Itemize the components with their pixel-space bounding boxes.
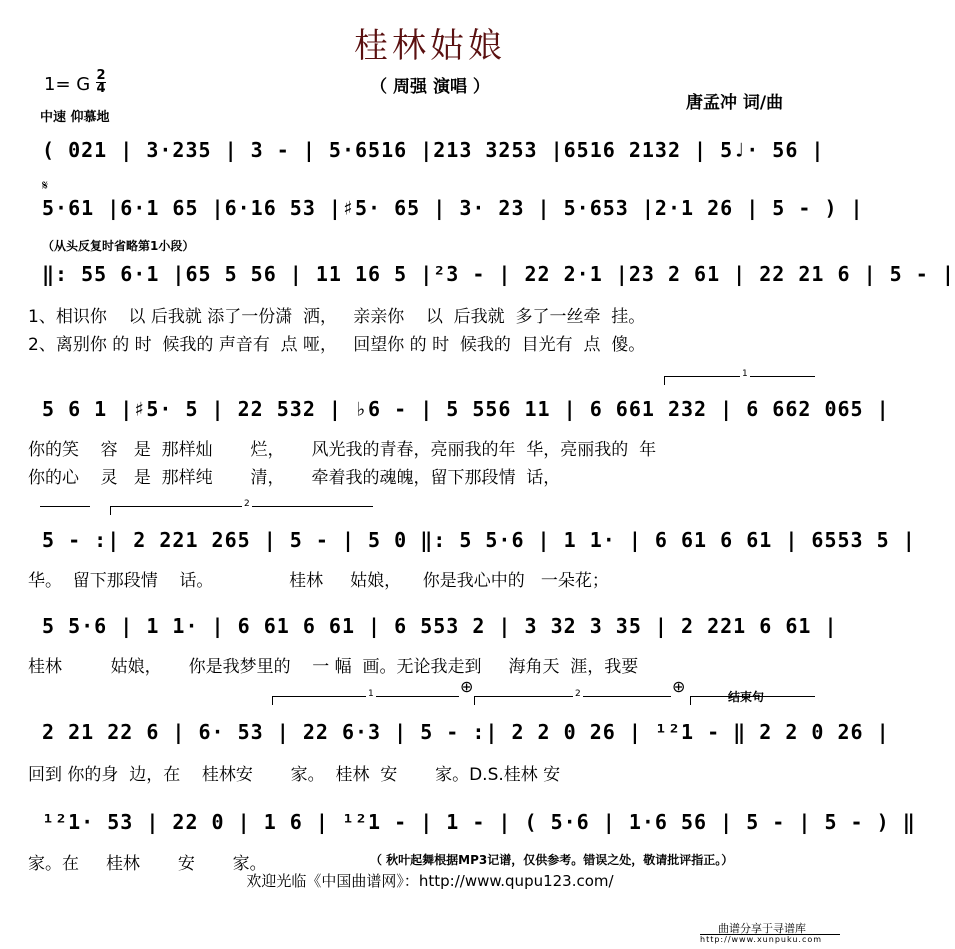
volta-bracket-1	[664, 369, 815, 385]
lyrics-row-6: 桂林 姑娘， 你是我梦里的 一 幅 画。无论我走到 海角天 涯，我要	[28, 657, 639, 677]
key-signature: 1= G	[44, 74, 91, 95]
ending-label: 结束句	[728, 690, 765, 704]
score-row-6: 5 5·6 | 1 1· | 6 61 6 61 | 6 553 2 | 3 32 3 35 | 2 221 6 61 |	[42, 614, 838, 638]
coda-icon: ⊕	[460, 677, 474, 696]
score-row-3: ‖: 55 6·1 |65 5 56 | 11 16 5 |²3 - | 22 2·1 |23 2 61 | 22 21 6 | 5 - |	[42, 262, 955, 286]
volta-number: 2	[575, 689, 581, 699]
repeat-note: （从头反复时省略第1小段）	[42, 239, 195, 253]
score-row-5: 5 - :| 2 221 265 | 5 - | 5 0 ‖: 5 5·6 | 1 1· | 6 61 6 61 | 6553 5 |	[42, 528, 916, 552]
author-credit: 唐孟冲 词/曲	[686, 93, 784, 113]
watermark-url: http://www.xunpuku.com	[700, 935, 823, 944]
lyrics-row-7: 回到 你的身 边，在 桂林安 家。 桂林 安 家。D.S.桂林 安	[28, 765, 561, 785]
time-top: 2	[96, 68, 106, 83]
singer-credit: （ 周强 演唱 ）	[370, 77, 490, 97]
site-footer: 欢迎光临《中国曲谱网》：http://www.qupu123.com/	[246, 872, 614, 890]
lyrics-row-4-verse-2: 你的心 灵 是 那样纯 清， 牵着我的魂魄，留下那段情 话，	[28, 468, 561, 488]
segno-icon: 𝄋	[42, 178, 49, 194]
time-bottom: 4	[96, 81, 106, 96]
lyrics-row-4-verse-1: 你的笑 容 是 那样灿 烂， 风光我的青春，亮丽我的年 华，亮丽我的 年	[28, 440, 657, 460]
volta-bracket-3	[272, 689, 459, 705]
score-row-7: 2 21 22 6 | 6· 53 | 22 6·3 | 5 - :| 2 2 0 26 | ¹²1 - ‖ 2 2 0 26 |	[42, 720, 890, 744]
coda-icon: ⊕	[672, 677, 686, 696]
volta-number: 1	[742, 369, 748, 379]
lyrics-row-3-verse-2: 2、离别你 的 时 候我的 声音有 点 哑， 回望你 的 时 候我的 目光有 点 傻。	[28, 335, 646, 355]
watermark-text: 曲谱分享于寻谱库	[718, 922, 806, 935]
volta-number: 1	[368, 689, 374, 699]
time-signature	[96, 70, 106, 95]
volta-bracket-4	[474, 689, 671, 705]
song-title: 桂林姑娘	[354, 26, 506, 66]
lyrics-row-8: 家。在 桂林 安 家。	[28, 854, 267, 874]
score-row-4: 5 6 1 |♯5· 5 | 22 532 | ♭6 - | 5 556 11 | 6 661 232 | 6 662 065 |	[42, 397, 890, 421]
volta-bracket-2	[110, 499, 373, 515]
score-row-2: 5·61 |6·1 65 |6·16 53 |♯5· 65 | 3· 23 | 5·653 |2·1 26 | 5 - ) |	[42, 196, 864, 220]
transcriber-credit: （ 秋叶起舞根据MP3记谱，仅供参考。错误之处，敬请批评指正。）	[370, 853, 734, 867]
volta-bracket-1-end	[40, 506, 90, 515]
volta-number: 2	[244, 499, 250, 509]
tempo-marking: 中速 仰慕地	[40, 110, 110, 125]
lyrics-row-3-verse-1: 1、相识你 以 后我就 添了一份潇 洒， 亲亲你 以 后我就 多了一丝牵 挂。	[28, 307, 646, 327]
score-row-8: ¹²1· 53 | 22 0 | 1 6 | ¹²1 - | 1 - | ( 5·6 | 1·6 56 | 5 - | 5 - ) ‖	[42, 810, 916, 834]
lyrics-row-5: 华。 留下那段情 话。 桂林 姑娘， 你是我心中的 一朵花；	[28, 571, 609, 591]
score-row-1: ( 021 | 3·235 | 3 - | 5·6516 |213 3253 |6516 2132 | 5♩· 56 |	[42, 138, 825, 162]
